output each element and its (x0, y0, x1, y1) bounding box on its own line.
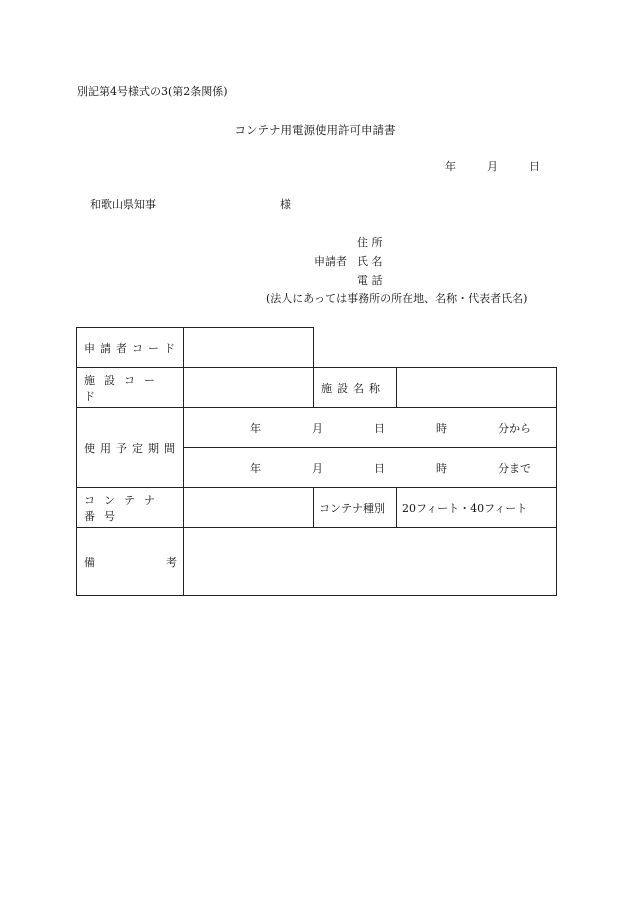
facility-name-label: 施設名称 (314, 368, 397, 408)
date-day: 日 (529, 160, 540, 173)
container-number-field[interactable] (184, 488, 314, 528)
remarks-label-right: 考 (166, 555, 177, 569)
addressee: 和歌山県知事 (90, 198, 156, 211)
address-label: 住 所 (357, 236, 383, 249)
from-hour: 時 (436, 421, 447, 435)
usage-period-label: 使用予定期間 (77, 408, 184, 488)
from-month: 月 (312, 421, 323, 435)
applicant-code-label: 申請者コード (77, 328, 184, 368)
empty-cell (314, 328, 557, 368)
usage-period-to[interactable] (184, 448, 557, 488)
from-year: 年 (250, 421, 261, 435)
to-day: 日 (374, 461, 385, 475)
to-minute: 分まで (498, 461, 531, 475)
usage-period-from[interactable] (184, 408, 557, 448)
container-type-label: コンテナ種別 (314, 488, 397, 528)
container-number-label: コンテナ番号 (77, 488, 184, 528)
to-year: 年 (250, 461, 261, 475)
document-title: コンテナ用電源使用許可申請書 (234, 123, 396, 137)
from-minute: 分から (498, 421, 531, 435)
applicant-label: 申請者 (314, 255, 347, 268)
from-day: 日 (374, 421, 385, 435)
date-line (445, 160, 540, 174)
form-reference: 別記第4号様式の3(第2条関係) (77, 85, 228, 98)
facility-code-label: 施設コード (77, 368, 184, 408)
remarks-field[interactable] (184, 528, 557, 596)
corporate-note: (法人にあっては事務所の所在地、名称・代表者氏名) (266, 292, 528, 305)
container-type-value[interactable]: 20フィート・40フィート (397, 488, 557, 528)
name-label: 氏 名 (357, 255, 383, 268)
facility-code-field[interactable] (184, 368, 314, 408)
date-month: 月 (487, 160, 498, 173)
date-year: 年 (445, 160, 456, 173)
remarks-label (77, 528, 184, 596)
applicant-code-field[interactable] (184, 328, 314, 368)
to-month: 月 (312, 461, 323, 475)
honorific: 様 (280, 198, 291, 211)
remarks-label-left: 備 (84, 555, 95, 569)
application-table (76, 327, 557, 596)
facility-name-field[interactable] (397, 368, 557, 408)
to-hour: 時 (436, 461, 447, 475)
phone-label: 電 話 (357, 274, 383, 287)
